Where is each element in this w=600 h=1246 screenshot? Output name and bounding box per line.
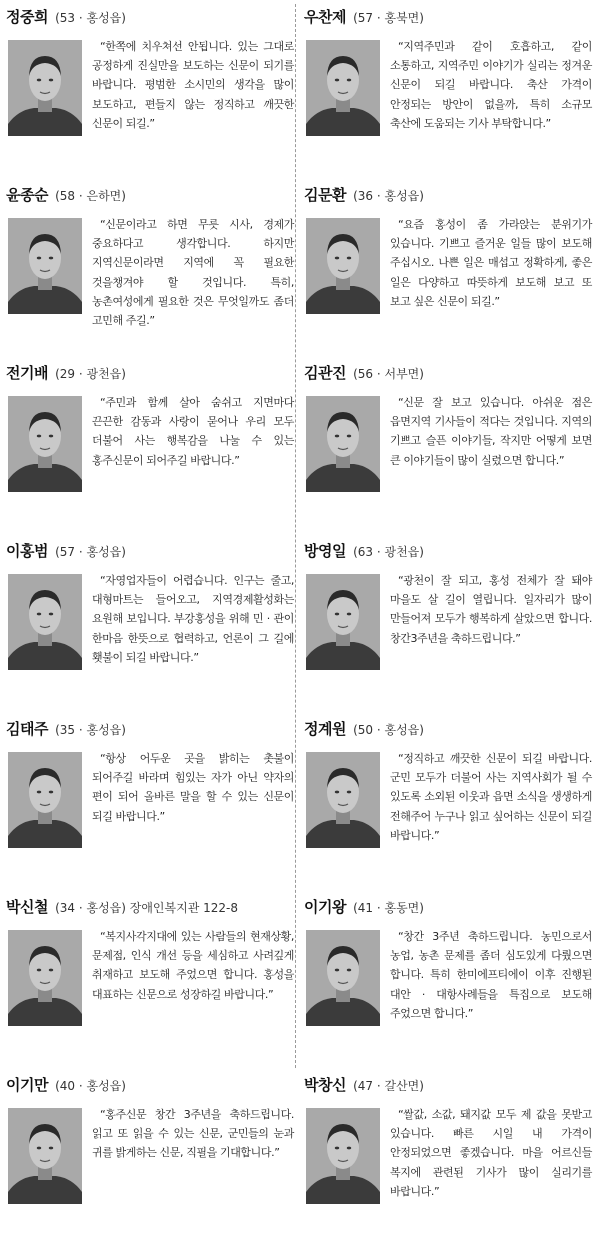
person-header — [304, 178, 594, 208]
person-name: 우찬제 — [304, 8, 346, 26]
person-photo — [306, 574, 380, 670]
person-header — [6, 534, 296, 564]
person-quote: “쌀값, 소값, 돼지값 모두 제 값을 못받고 있습니다. 빠른 시일 내 가격이 안정되었으면 좋겠습니다. 마을 어르신들 복지에 관련된 기사가 많이 실리기를 바랍니다.” — [390, 1108, 592, 1198]
person-photo — [306, 396, 380, 492]
portrait-icon — [306, 40, 380, 136]
person-photo — [8, 930, 82, 1026]
person-photo — [8, 1108, 82, 1204]
interview-card — [6, 1068, 296, 1246]
person-photo — [306, 1108, 380, 1204]
person-header — [304, 356, 594, 386]
interview-card — [304, 890, 594, 1068]
interview-card — [304, 534, 594, 712]
portrait-icon — [8, 1108, 82, 1204]
person-quote: “한쪽에 치우쳐선 안됩니다. 있는 그대로 공정하게 진실만을 보도하는 신문이 되기를 바랍니다. 평범한 소시민의 생각을 많이 보도하고, 편들지 않는 정직하고 깨끗한 신문이 되길.” — [92, 40, 294, 130]
person-quote: “신문이라고 하면 무릇 시사, 경제가 중요하다고 생각합니다. 하지만 지역신문이라면 지역에 꼭 필요한 것을챙겨야 할 것입니다. 특히, 농촌여성에게 필요한 것은 무엇일까도 좀더 고민해 주길.” — [92, 218, 294, 328]
portrait-icon — [306, 574, 380, 670]
portrait-icon — [306, 396, 380, 492]
person-name: 이기만 — [6, 1076, 48, 1094]
person-photo — [306, 752, 380, 848]
person-age-location: (63 · 광천읍) — [353, 545, 424, 559]
person-quote: “신문 잘 보고 있습니다. 아쉬운 점은 읍면지역 기사들이 적다는 것입니다. 지역의 기쁘고 슬픈 이야기들, 작지만 어떻게 보면 큰 이야기들이 많이 실렸으면 합니다.” — [390, 396, 592, 467]
interview-card — [6, 534, 296, 712]
person-quote: “정직하고 깨끗한 신문이 되길 바랍니다. 군민 모두가 더불어 사는 지역사회가 될 수 있도록 소외된 이웃과 읍면 소식을 생생하게 전해주어 누구나 읽고 싶어하는 신문이 되길 바랍니다.” — [390, 752, 592, 842]
person-photo — [8, 752, 82, 848]
portrait-icon — [8, 218, 82, 314]
person-quote: “요즘 홍성이 좀 가라앉는 분위기가 있습니다. 기쁘고 즐거운 일들 많이 보도해 주십시오. 나쁜 일은 매섭고 정확하게, 좋은 일은 다양하고 따뜻하게 보도해 보고 또 보고 싶은 신문이 되길.” — [390, 218, 592, 308]
person-quote: “광천이 잘 되고, 홍성 전체가 잘 돼야 마을도 살 길이 열립니다. 일자리가 많이 만들어져 모두가 행복하게 살았으면 합니다. 창간3주년을 축하드립니다.” — [390, 574, 592, 645]
person-header — [6, 356, 296, 386]
portrait-icon — [8, 752, 82, 848]
person-age-location: (56 · 서부면) — [353, 367, 424, 381]
interview-card — [6, 356, 296, 534]
person-name: 박신철 — [6, 898, 48, 916]
person-quote: “지역주민과 같이 호흡하고, 같이 소통하고, 지역주민 이야기가 실리는 정겨운 신문이 되길 바랍니다. 축산 가격이 안정되는 방안이 없을까, 특히 소규모 축산에 도움되는 기사 부탁합니다.” — [390, 40, 592, 130]
person-age-location: (57 · 홍성읍) — [55, 545, 126, 559]
person-photo — [306, 40, 380, 136]
portrait-icon — [306, 1108, 380, 1204]
person-quote: “자영업자들이 어렵습니다. 인구는 줄고, 대형마트는 들어오고, 지역경제활성화는 요원해 보입니다. 부강홍성을 위해 민 · 관이 한마음 한뜻으로 협력하고, 언론이 그 길에 횃불이 되길 바랍니다.” — [92, 574, 294, 664]
person-quote: “주민과 함께 살아 숨쉬고 지면마다 끈끈한 감동과 사랑이 묻어나 우리 모두 더불어 사는 행복감을 나눌 수 있는 홍주신문이 되어주길 바랍니다.” — [92, 396, 294, 467]
person-age-location: (57 · 홍북면) — [353, 11, 424, 25]
person-photo — [8, 396, 82, 492]
person-name: 김태주 — [6, 720, 48, 738]
person-header — [304, 1068, 594, 1098]
person-name: 김문환 — [304, 186, 346, 204]
person-name: 정중희 — [6, 8, 48, 26]
portrait-icon — [8, 396, 82, 492]
person-name: 전기배 — [6, 364, 48, 382]
person-age-location: (53 · 홍성읍) — [55, 11, 126, 25]
person-header — [304, 890, 594, 920]
person-photo — [306, 930, 380, 1026]
person-photo — [8, 218, 82, 314]
person-name: 박창신 — [304, 1076, 346, 1094]
person-header — [6, 712, 296, 742]
portrait-icon — [306, 218, 380, 314]
portrait-icon — [306, 752, 380, 848]
interview-card — [304, 712, 594, 890]
left-column — [6, 0, 296, 1246]
person-header — [304, 712, 594, 742]
portrait-icon — [8, 40, 82, 136]
person-photo — [8, 40, 82, 136]
person-photo — [306, 218, 380, 314]
person-quote: “항상 어두운 곳을 밝히는 촛불이 되어주길 바라며 힘있는 자가 아닌 약자의 편이 되어 올바른 말을 할 수 있는 신문이 되길 바랍니다.” — [92, 752, 294, 823]
person-age-location: (50 · 홍성읍) — [353, 723, 424, 737]
person-quote: “홍주신문 창간 3주년을 축하드립니다. 읽고 또 읽을 수 있는 신문, 군민들의 눈과 귀를 밝게하는 신문, 직필을 기대합니다.” — [92, 1108, 294, 1160]
person-age-location: (40 · 홍성읍) — [55, 1079, 126, 1093]
interview-card — [6, 0, 296, 178]
person-age-location: (35 · 홍성읍) — [55, 723, 126, 737]
interview-card — [304, 1068, 594, 1246]
person-name: 윤종순 — [6, 186, 48, 204]
person-header — [6, 0, 296, 30]
person-name: 정계원 — [304, 720, 346, 738]
interview-card — [304, 178, 594, 356]
person-quote: “복지사각지대에 있는 사람들의 현재상황, 문제점, 인식 개선 등을 세심하고 사려깊게 취재하고 보도해 주었으면 합니다. 홍성을 대표하는 신문으로 성장하길 바랍니다.” — [92, 930, 294, 1001]
person-header — [6, 178, 296, 208]
person-age-location: (34 · 홍성읍) 장애인복지관 122-8 — [55, 901, 238, 915]
person-name: 김관진 — [304, 364, 346, 382]
person-name: 방영일 — [304, 542, 346, 560]
person-photo — [8, 574, 82, 670]
person-age-location: (47 · 갈산면) — [353, 1079, 424, 1093]
person-header — [6, 890, 296, 920]
person-header — [304, 534, 594, 564]
interview-card — [6, 890, 296, 1068]
person-header — [304, 0, 594, 30]
person-age-location: (58 · 은하면) — [55, 189, 126, 203]
portrait-icon — [8, 574, 82, 670]
person-name: 이홍범 — [6, 542, 48, 560]
portrait-icon — [8, 930, 82, 1026]
person-header — [6, 1068, 296, 1098]
person-quote: “창간 3주년 축하드립니다. 농민으로서 농업, 농촌 문제를 좀더 심도있게 다뤘으면 합니다. 특히 한미에프티에이 이후 진행된 대안 · 대항사례들을 특집으로 보도해 주었으면 합니다.” — [390, 930, 592, 1020]
person-age-location: (29 · 광천읍) — [55, 367, 126, 381]
person-age-location: (41 · 홍동면) — [353, 901, 424, 915]
portrait-icon — [306, 930, 380, 1026]
interview-card — [6, 712, 296, 890]
person-age-location: (36 · 홍성읍) — [353, 189, 424, 203]
right-column — [304, 0, 594, 1246]
interview-card — [304, 356, 594, 534]
interview-card — [6, 178, 296, 356]
interview-card — [304, 0, 594, 178]
person-name: 이기왕 — [304, 898, 346, 916]
